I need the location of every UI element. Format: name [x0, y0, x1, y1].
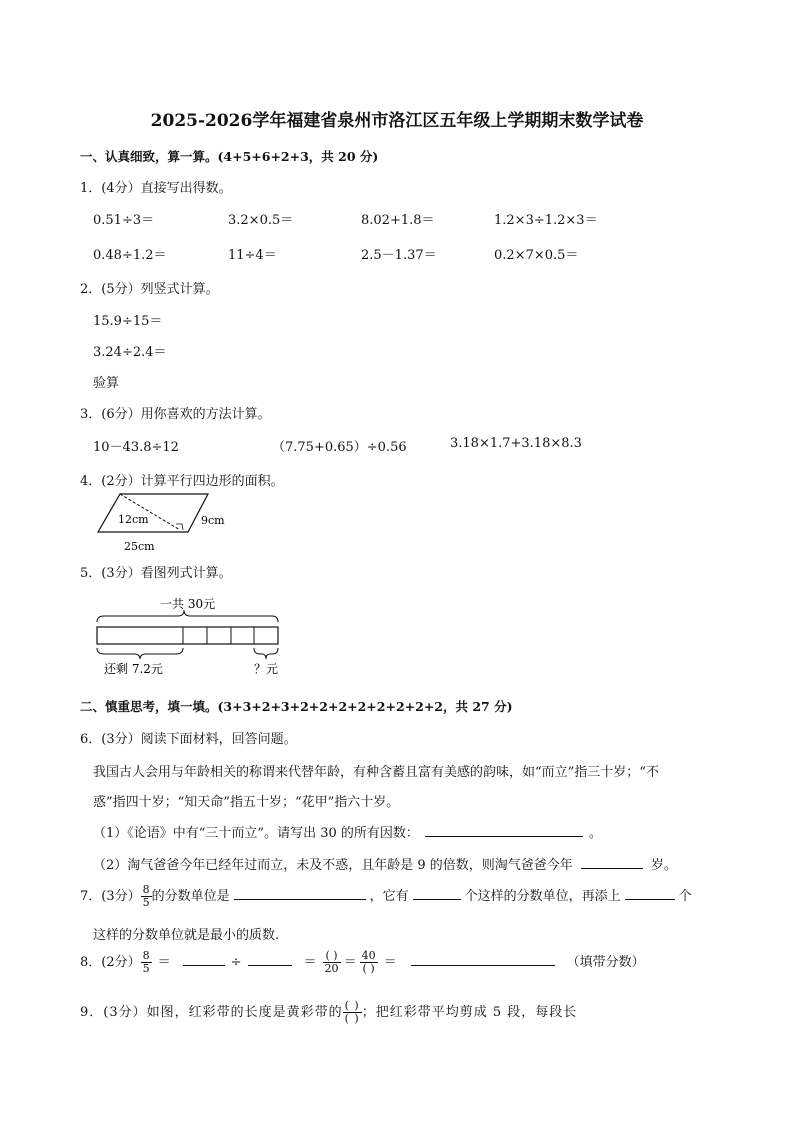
q8-line: 8．(2分） $\frac{8}{5}$ ＝ ÷ ＝ $\frac{( )}{20}$ ＝ $\frac{40}{( )}$ ＝ （填带分数）: [80, 949, 645, 975]
q1-item: 0.2×7×0.5＝: [494, 248, 579, 263]
bar-model-figure: [90, 592, 290, 682]
fraction: $\frac{( )}{( )}$: [344, 999, 360, 1025]
section-1-heading: 一、认真细致，算一算。(4+5+6+2+3，共 20 分): [80, 149, 379, 164]
base-label: 25cm: [124, 540, 155, 553]
q4-stem: 4．(2分）计算平行四边形的面积。: [80, 474, 284, 489]
fraction: $\frac{8}{5}$: [142, 949, 150, 975]
page-title: 2025-2026学年福建省泉州市洛江区五年级上学期期末数学试卷: [150, 111, 644, 131]
fraction: $\frac{40}{( )}$: [361, 949, 376, 975]
q1-item: 8.02+1.8＝: [361, 213, 435, 228]
q6-sub2: （2）淘气爸爸今年已经年过而立，未及不惑，且年龄是 9 的倍数，则淘气爸爸今年 岁。: [93, 854, 677, 873]
q1-item: 2.5－1.37＝: [361, 248, 437, 263]
q1-item: 11÷4＝: [228, 248, 277, 263]
section-2-heading: 二、慎重思考，填一填。(3+3+2+3+2+2+2+2+2+2+2+2，共 27 分): [80, 699, 513, 714]
answer-blank[interactable]: [234, 885, 366, 900]
q3-stem: 3．(6分）用你喜欢的方法计算。: [80, 407, 271, 422]
q1-stem: 1．(4分）直接写出得数。: [80, 181, 232, 196]
q6-material-line2: 惑”指四十岁；“知天命”指五十岁；“花甲”指六十岁。: [93, 795, 400, 810]
q7-line1: 7．(3分） $\frac{8}{5}$ 的分数单位是 ，它有 个这样的分数单位，再添上 个: [80, 883, 692, 909]
answer-blank[interactable]: [625, 885, 675, 900]
answer-blank[interactable]: [413, 885, 461, 900]
q1-item: 0.51÷3＝: [93, 213, 155, 228]
side-label: 9cm: [201, 514, 225, 527]
unknown-label: ？元: [254, 662, 279, 676]
answer-blank[interactable]: [581, 854, 643, 869]
height-label: 12cm: [118, 513, 149, 526]
q3-item: 10－43.8÷12: [93, 440, 179, 455]
q1-item: 1.2×3÷1.2×3＝: [494, 213, 598, 228]
q1-item: 0.48÷1.2＝: [93, 248, 167, 263]
answer-blank[interactable]: [425, 822, 583, 837]
q2-check-label: 验算: [93, 376, 120, 391]
remaining-label: 还剩 7.2元: [104, 662, 163, 676]
total-label: 一共 30元: [160, 597, 216, 611]
answer-blank[interactable]: [248, 951, 292, 966]
q2-item: 3.24÷2.4＝: [93, 345, 167, 360]
q6-material-line1: 我国古人会用与年龄相关的称谓来代替年龄，有种含蓄且富有美感的韵味，如“而立”指三十岁；“不: [93, 765, 659, 780]
fraction: $\frac{8}{5}$: [142, 883, 150, 909]
fraction: $\frac{( )}{20}$: [324, 949, 339, 975]
q6-sub1: （1）《论语》中有“三十而立”。请写出 30 的所有因数： 。: [93, 822, 602, 841]
q5-stem: 5．(3分）看图列式计算。: [80, 566, 232, 581]
q2-item: 15.9÷15＝: [93, 314, 163, 329]
q3-item: （7.75+0.65）÷0.56: [272, 440, 407, 455]
q9-line: 9．(3分）如图，红彩带的长度是黄彩带的 $\frac{( )}{( )}$ ；把红彩带平均剪成 5 段，每段长: [80, 999, 578, 1025]
q1-item: 3.2×0.5＝: [228, 213, 294, 228]
answer-blank[interactable]: [183, 951, 225, 966]
q6-stem: 6．(3分）阅读下面材料，回答问题。: [80, 732, 297, 747]
parallelogram-figure: [90, 490, 250, 555]
q7-line2: 这样的分数单位就是最小的质数.: [93, 928, 280, 943]
q3-item: 3.18×1.7+3.18×8.3: [450, 436, 582, 451]
q2-stem: 2．(5分）列竖式计算。: [80, 282, 219, 297]
answer-blank[interactable]: [411, 951, 555, 966]
